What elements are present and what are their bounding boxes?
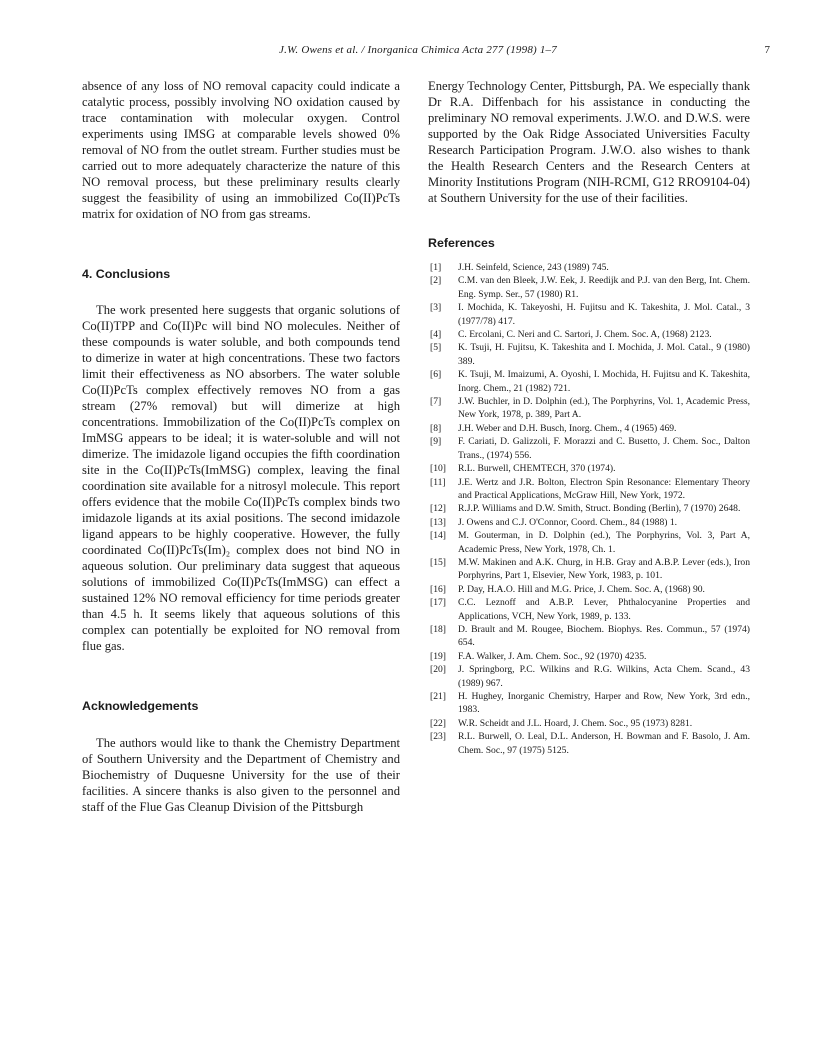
continuation-paragraph: absence of any loss of NO removal capacity could indicate a catalytic process, possibly involving NO oxidation caused by trace contamination with molecular oxygen. Control experiments using IMSG at comparable levels showed 0% removal of NO from the outlet stream. Further studies must be carried out to more adequately characterize the nature of this NO removal process, but these preliminary results clearly suggest the feasibility of using an immobilized Co(II)PcTs matrix for oxidation of NO from gas streams.	[82, 79, 400, 221]
right-column	[428, 78, 750, 757]
reference-number: [11]	[430, 476, 446, 488]
reference-text: I. Mochida, K. Takeyoshi, H. Fujitsu and K. Takeshita, J. Mol. Catal., 3 (1977/78) 417.	[458, 302, 750, 327]
reference-item	[428, 435, 750, 462]
page-header	[0, 44, 836, 60]
reference-number: [20]	[430, 664, 446, 676]
reference-number: [8]	[430, 422, 442, 434]
reference-item	[428, 663, 750, 690]
reference-text: R.L. Burwell, O. Leal, D.L. Anderson, H. Bowman and F. Basolo, J. Am. Chem. Soc., 97 (1975) 5125.	[458, 731, 750, 756]
reference-text: R.L. Burwell, CHEMTECH, 370 (1974).	[458, 463, 616, 475]
conclusions-heading: 4. Conclusions	[82, 267, 171, 281]
reference-text: J. Springborg, P.C. Wilkins and R.G. Wilkins, Acta Chem. Scand., 43 (1989) 967.	[458, 664, 750, 689]
reference-item	[428, 556, 750, 583]
reference-number: [16]	[430, 583, 446, 595]
acknowledgements-heading: Acknowledgements	[82, 699, 199, 713]
reference-item	[428, 395, 750, 422]
reference-text: C. Ercolani, C. Neri and C. Sartori, J. Chem. Soc. A, (1968) 2123.	[458, 329, 712, 341]
reference-item	[428, 476, 750, 503]
reference-text: P. Day, H.A.O. Hill and M.G. Price, J. Chem. Soc. A, (1968) 90.	[458, 583, 705, 595]
reference-item	[428, 368, 750, 395]
reference-text: J. Owens and C.J. O'Connor, Coord. Chem., 84 (1988) 1.	[458, 516, 678, 528]
reference-number: [17]	[430, 597, 446, 609]
reference-number: [22]	[430, 717, 446, 729]
reference-item	[428, 596, 750, 623]
reference-text: F.A. Walker, J. Am. Chem. Soc., 92 (1970) 4235.	[458, 650, 647, 662]
reference-number: [14]	[430, 530, 446, 542]
reference-text: F. Cariati, D. Galizzoli, F. Morazzi and C. Busetto, J. Chem. Soc., Dalton Trans., (1974) 556.	[458, 436, 750, 461]
reference-number: [3]	[430, 302, 442, 314]
reference-item	[428, 730, 750, 757]
reference-text: R.J.P. Williams and D.W. Smith, Struct. Bonding (Berlin), 7 (1970) 2648.	[458, 503, 741, 515]
reference-item	[428, 274, 750, 301]
acknowledgements-paragraph: The authors would like to thank the Chemistry Department of Southern University and the Department of Chemistry and Biochemistry of Duquesne University for the use of their facilities. A sincere thanks is also given to the personnel and staff of the Flue Gas Cleanup Division of the Pittsburgh	[82, 736, 400, 814]
reference-number: [12]	[430, 503, 446, 515]
reference-number: [9]	[430, 436, 442, 448]
reference-number: [23]	[430, 731, 446, 743]
reference-text: J.E. Wertz and J.R. Bolton, Electron Spin Resonance: Elementary Theory and Practical Applications, McGraw Hill, New York, 1972.	[458, 476, 750, 501]
reference-text: H. Hughey, Inorganic Chemistry, Harper and Row, New York, 3rd edn., 1983.	[458, 691, 750, 716]
reference-text: J.W. Buchler, in D. Dolphin (ed.), The Porphyrins, Vol. 1, Academic Press, New York, 1978, p. 389, Part A.	[458, 396, 750, 421]
reference-item	[428, 341, 750, 368]
reference-text: M. Gouterman, in D. Dolphin (ed.), The Porphyrins, Vol. 3, Part A, Academic Press, New York, 1978, Ch. 1.	[458, 530, 750, 555]
reference-item	[428, 650, 750, 663]
reference-text: D. Brault and M. Rougee, Biochem. Biophys. Res. Commun., 57 (1974) 654.	[458, 623, 750, 649]
reference-list	[428, 261, 750, 757]
reference-number: [18]	[430, 623, 446, 635]
reference-number: [7]	[430, 396, 442, 408]
reference-item	[428, 462, 750, 475]
reference-number: [15]	[430, 556, 446, 568]
references-heading: References	[428, 236, 495, 250]
reference-item	[428, 301, 750, 328]
reference-text: C.C. Leznoff and A.B.P. Lever, Phthalocyanine Properties and Applications, VCH, New York, 1989, p. 133.	[458, 597, 750, 622]
reference-number: [5]	[430, 342, 442, 354]
reference-text: M.W. Makinen and A.K. Churg, in H.B. Gray and A.B.P. Lever (eds.), Iron Porphyrins, Part 1, Elsevier, New York, 1983, p. 101.	[458, 556, 750, 582]
reference-item	[428, 717, 750, 730]
reference-item	[428, 623, 750, 650]
reference-text: K. Tsuji, M. Imaizumi, A. Oyoshi, I. Mochida, H. Fujitsu and K. Takeshita, Inorg. Chem., 21 (1982) 721.	[458, 369, 750, 394]
reference-number: [10]	[430, 463, 446, 475]
reference-text: W.R. Scheidt and J.L. Hoard, J. Chem. Soc., 95 (1973) 8281.	[458, 717, 693, 729]
running-head: J.W. Owens et al. / Inorganica Chimica Acta 277 (1998) 1–7	[279, 44, 557, 56]
acknowledgements-continuation: Energy Technology Center, Pittsburgh, PA. We especially thank Dr R.A. Diffenbach for his assistance in conducting the preliminary NO removal experiments. J.W.O. and D.W.S. were supported by the Oak Ridge Associated Universities Faculty Research Participation Program. J.W.O. also wishes to thank the Health Research Centers and the Research Centers at Minority Institutions Program (NIH-RCMI, G12 RRO9104-04) at Southern University for the use of their facilities.	[428, 79, 750, 205]
reference-item	[428, 328, 750, 341]
reference-item	[428, 529, 750, 556]
reference-text: C.M. van den Bleek, J.W. Eek, J. Reedijk and P.J. van den Berg, Int. Chem. Eng. Symp. Ser., 57 (1980) R1.	[458, 275, 750, 300]
reference-number: [6]	[430, 369, 442, 381]
reference-text: J.H. Weber and D.H. Busch, Inorg. Chem., 4 (1965) 469.	[458, 422, 677, 434]
reference-item	[428, 516, 750, 529]
reference-number: [2]	[430, 275, 442, 287]
reference-item	[428, 422, 750, 435]
reference-number: [4]	[430, 329, 442, 341]
left-column	[82, 78, 400, 815]
reference-item	[428, 261, 750, 274]
reference-text: J.H. Seinfeld, Science, 243 (1989) 745.	[458, 262, 609, 273]
reference-item	[428, 502, 750, 515]
conclusions-paragraph: The work presented here suggests that organic solutions of Co(II)TPP and Co(II)Pc will bind NO molecules. Neither of these compounds is water soluble, and both compounds tend to dimerize in water at high concentrations. These two factors limit their effectiveness as NO absorbers. The water soluble Co(II)PcTs complex effectively removes NO from a gas stream (27% removal) but will dimerize at high concentrations. Immobilization of the Co(II)PcTs complex on ImMSG appears to be ideal; it is water-soluble and will not dimerize. The imidazole ligand occupies the fifth coordination site in the Co(II)PcTs(ImMSG) complex, leaving the final coordination site available for a nitrosyl molecule. This report offers evidence that the mobile Co(II)PcTs complex binds two imidazole ligands at its axial positions. The second imidazole ligand appears to be highly cooperative. However, the fully coordinated Co(II)PcTs(Im)₂ complex does not bind NO in aqueous solution. Our preliminary data suggest that aqueous solutions of immobilized Co(II)PcTs(ImMSG) can effect a sustained 12% NO removal efficiency for time periods greater than 4.5 h. It seems likely that aqueous solutions of this complex can potentially be exploited for NO removal from flue gas.	[82, 303, 400, 653]
page-number: 7	[764, 44, 770, 56]
reference-number: [13]	[430, 516, 446, 528]
reference-item	[428, 690, 750, 717]
reference-number: [21]	[430, 691, 446, 702]
reference-number: [19]	[430, 650, 446, 662]
reference-item	[428, 583, 750, 596]
reference-number: [1]	[430, 262, 442, 273]
reference-text: K. Tsuji, H. Fujitsu, K. Takeshita and I. Mochida, J. Mol. Catal., 9 (1980) 389.	[458, 342, 750, 367]
